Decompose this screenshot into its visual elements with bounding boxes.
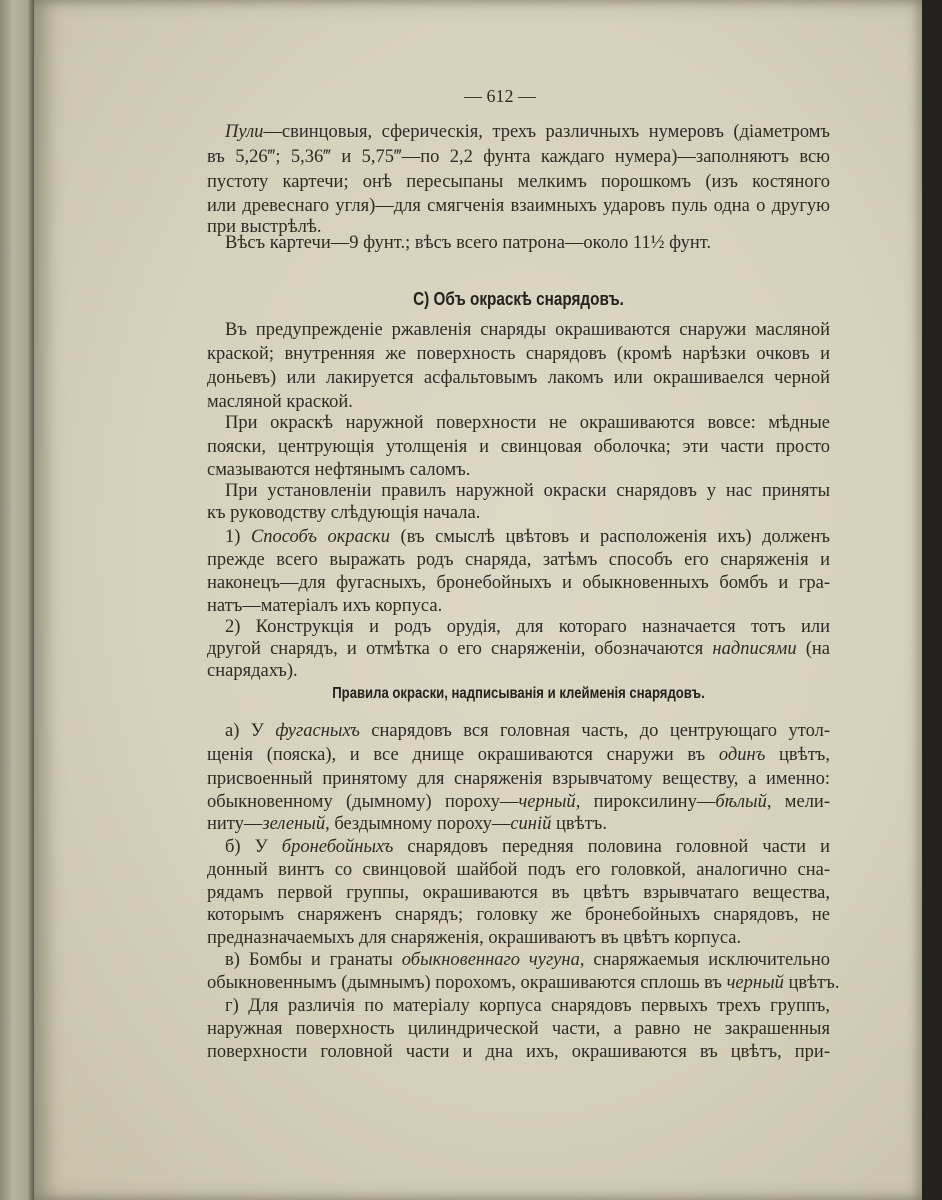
text-segment: донный винтъ со свинцовой шайбой подъ его головкой, аналогично сна- bbox=[207, 860, 830, 880]
text-line bbox=[225, 995, 830, 1017]
text-segment: поверхности головной части и дна ихъ, окрашиваются въ цвѣтъ, при- bbox=[207, 1042, 830, 1062]
text-segment: Вѣсъ картечи—9 фунт.; вѣсъ всего патрона—около 11½ фунт. bbox=[225, 233, 712, 253]
text-line bbox=[207, 768, 830, 790]
text-segment: —свинцовыя, сферическія, трехъ различныхъ нумеровъ (діаметромъ bbox=[263, 122, 830, 142]
text-segment: 1) bbox=[225, 527, 251, 547]
text-line bbox=[225, 720, 830, 742]
text-segment: или древеснаго угля)—для смягченія взаимныхъ ударовъ пуль одна о другую bbox=[207, 196, 830, 216]
text-segment: , бездымному пороху— bbox=[325, 814, 511, 834]
text-segment: натъ—матеріалъ ихъ корпуса. bbox=[207, 596, 443, 616]
text-segment: снарядовъ передняя половина головной части и bbox=[393, 837, 830, 857]
italic-text: черный bbox=[726, 973, 784, 993]
italic-text: Способъ окраски bbox=[250, 527, 391, 547]
text-segment: наконецъ—для фугасныхъ, бронебойныхъ и обыкновенныхъ бомбъ и гра- bbox=[207, 573, 830, 593]
text-segment: щенія (пояска), и все днище окрашиваются снаружи въ bbox=[207, 745, 719, 765]
text-segment: цвѣтъ. bbox=[551, 814, 607, 834]
text-segment: краской; внутренняя же поверхность снарядовъ (кромѣ нарѣзки очковъ и bbox=[207, 344, 830, 364]
text-line bbox=[207, 813, 830, 835]
text-line bbox=[225, 412, 830, 434]
text-segment: другой снарядъ, и отмѣтка о его снаряженіи, обозначаются bbox=[207, 639, 713, 659]
text-line bbox=[207, 502, 830, 524]
text-segment: снарядахъ). bbox=[207, 661, 298, 681]
text-segment: пустоту картечи; онѣ пересыпаны мелкимъ порошкомъ (изъ костяного bbox=[207, 172, 830, 192]
text-segment: рядамъ первой группы, окрашиваются въ цвѣтъ взрывчатаго вещества, bbox=[207, 883, 830, 903]
text-line bbox=[207, 595, 830, 617]
text-line bbox=[207, 391, 830, 413]
subsection-heading: Правила окраски, надписыванія и клейменія снарядовъ. bbox=[332, 685, 705, 702]
text-segment: ниту— bbox=[207, 814, 263, 834]
text-line bbox=[225, 121, 830, 143]
text-line bbox=[225, 949, 830, 971]
text-segment: смазываются нефтянымъ саломъ. bbox=[207, 460, 471, 480]
text-segment: наружная поверхность цилиндрической части, а равно не закрашенныя bbox=[207, 1019, 830, 1039]
italic-text: синій bbox=[510, 814, 552, 834]
italic-text: бѣлый bbox=[715, 792, 767, 812]
text-line bbox=[207, 146, 830, 168]
text-line bbox=[207, 549, 830, 571]
text-line bbox=[207, 638, 830, 660]
text-segment: обыкновенному (дымному) пороху— bbox=[207, 792, 519, 812]
text-segment: цвѣтъ, bbox=[765, 745, 830, 765]
text-line bbox=[207, 927, 830, 949]
text-line bbox=[207, 972, 840, 994]
section-heading: C) Объ окраскѣ снарядовъ. bbox=[413, 289, 624, 309]
italic-text: зеленый bbox=[262, 814, 326, 834]
text-segment: которымъ снаряженъ снарядъ; головку же бронебойныхъ снарядовъ, не bbox=[207, 905, 830, 925]
text-line bbox=[207, 904, 830, 926]
text-segment: снарядовъ вся головная часть, до центрующаго утол- bbox=[359, 721, 830, 741]
text-line bbox=[207, 459, 830, 481]
text-segment: , пироксилину— bbox=[575, 792, 716, 812]
text-line bbox=[207, 436, 830, 458]
text-segment: прежде всего выражать родъ снаряда, затѣмъ способъ его снаряженія и bbox=[207, 550, 830, 570]
text-segment: а) У bbox=[225, 721, 276, 741]
text-segment: Въ предупрежденіе ржавленія снаряды окрашиваются снаружи масляной bbox=[225, 320, 830, 340]
text-segment: обыкновеннымъ (дымнымъ) порохомъ, окрашиваются сплошь въ bbox=[207, 973, 727, 993]
text-segment: въ 5,26‴; 5,36‴ и 5,75‴—по 2,2 фунта каждаго нумера)—заполняютъ всю bbox=[207, 147, 830, 167]
text-line bbox=[225, 616, 830, 638]
text-segment: (въ смыслѣ цвѣтовъ и расположенія ихъ) долженъ bbox=[390, 527, 830, 547]
previous-page-edge bbox=[0, 0, 34, 1200]
italic-text: надписями bbox=[712, 639, 797, 659]
text-segment: 2) Конструкція и родъ орудія, для котораго назначается тотъ или bbox=[225, 617, 830, 637]
italic-text: бронебойныхъ bbox=[281, 837, 394, 857]
text-line bbox=[207, 660, 830, 682]
text-line bbox=[207, 195, 830, 217]
text-line bbox=[225, 232, 830, 254]
italic-text: черный bbox=[518, 792, 576, 812]
text-segment: цвѣтъ. bbox=[783, 973, 840, 993]
text-line bbox=[207, 367, 830, 389]
italic-text: фугасныхъ bbox=[275, 721, 360, 741]
italic-text: одинъ bbox=[718, 745, 766, 765]
text-line bbox=[225, 480, 830, 502]
text-segment: при выстрѣлѣ. bbox=[207, 217, 322, 237]
text-line bbox=[225, 836, 830, 858]
text-line bbox=[207, 1041, 830, 1063]
text-segment: б) У bbox=[225, 837, 282, 857]
text-line bbox=[207, 171, 830, 193]
text-segment: пояски, центрующія утолщенія и свинцовая оболочка; эти части просто bbox=[207, 437, 830, 457]
italic-text: Пули bbox=[225, 122, 264, 142]
text-segment: къ руководству слѣдующія начала. bbox=[207, 503, 481, 523]
text-line bbox=[207, 1018, 830, 1040]
text-segment: присвоенный принятому для снаряженія взрывчатому веществу, а именно: bbox=[207, 769, 830, 789]
italic-text: обыкновеннаго чугуна bbox=[401, 950, 580, 970]
text-segment: масляной краской. bbox=[207, 392, 353, 412]
text-line bbox=[225, 319, 830, 341]
text-line bbox=[207, 744, 830, 766]
text-line bbox=[207, 859, 830, 881]
text-segment: При окраскѣ наружной поверхности не окрашиваются вовсе: мѣдные bbox=[225, 413, 830, 433]
text-segment: в) Бомбы и гранаты bbox=[225, 950, 402, 970]
text-segment: г) Для различія по матеріалу корпуса снарядовъ первыхъ трехъ группъ, bbox=[225, 996, 830, 1016]
scan-border bbox=[922, 0, 942, 1200]
text-line bbox=[225, 526, 830, 548]
text-line bbox=[207, 343, 830, 365]
text-segment: доньевъ) или лакируется асфальтовымъ лакомъ или окрашиваелся черной bbox=[207, 368, 830, 388]
text-line bbox=[207, 882, 830, 904]
text-segment: (на bbox=[796, 639, 830, 659]
text-line bbox=[207, 572, 830, 594]
text-segment: , снаряжаемыя исключительно bbox=[579, 950, 831, 970]
text-line bbox=[207, 791, 830, 813]
page-number: — 612 — bbox=[464, 86, 536, 106]
text-segment: , мели- bbox=[766, 792, 830, 812]
text-segment: предназначаемыхъ для снаряженія, окрашиваютъ въ цвѣтъ корпуса. bbox=[207, 928, 742, 948]
text-segment: При установленіи правилъ наружной окраски снарядовъ у нас приняты bbox=[225, 481, 830, 501]
